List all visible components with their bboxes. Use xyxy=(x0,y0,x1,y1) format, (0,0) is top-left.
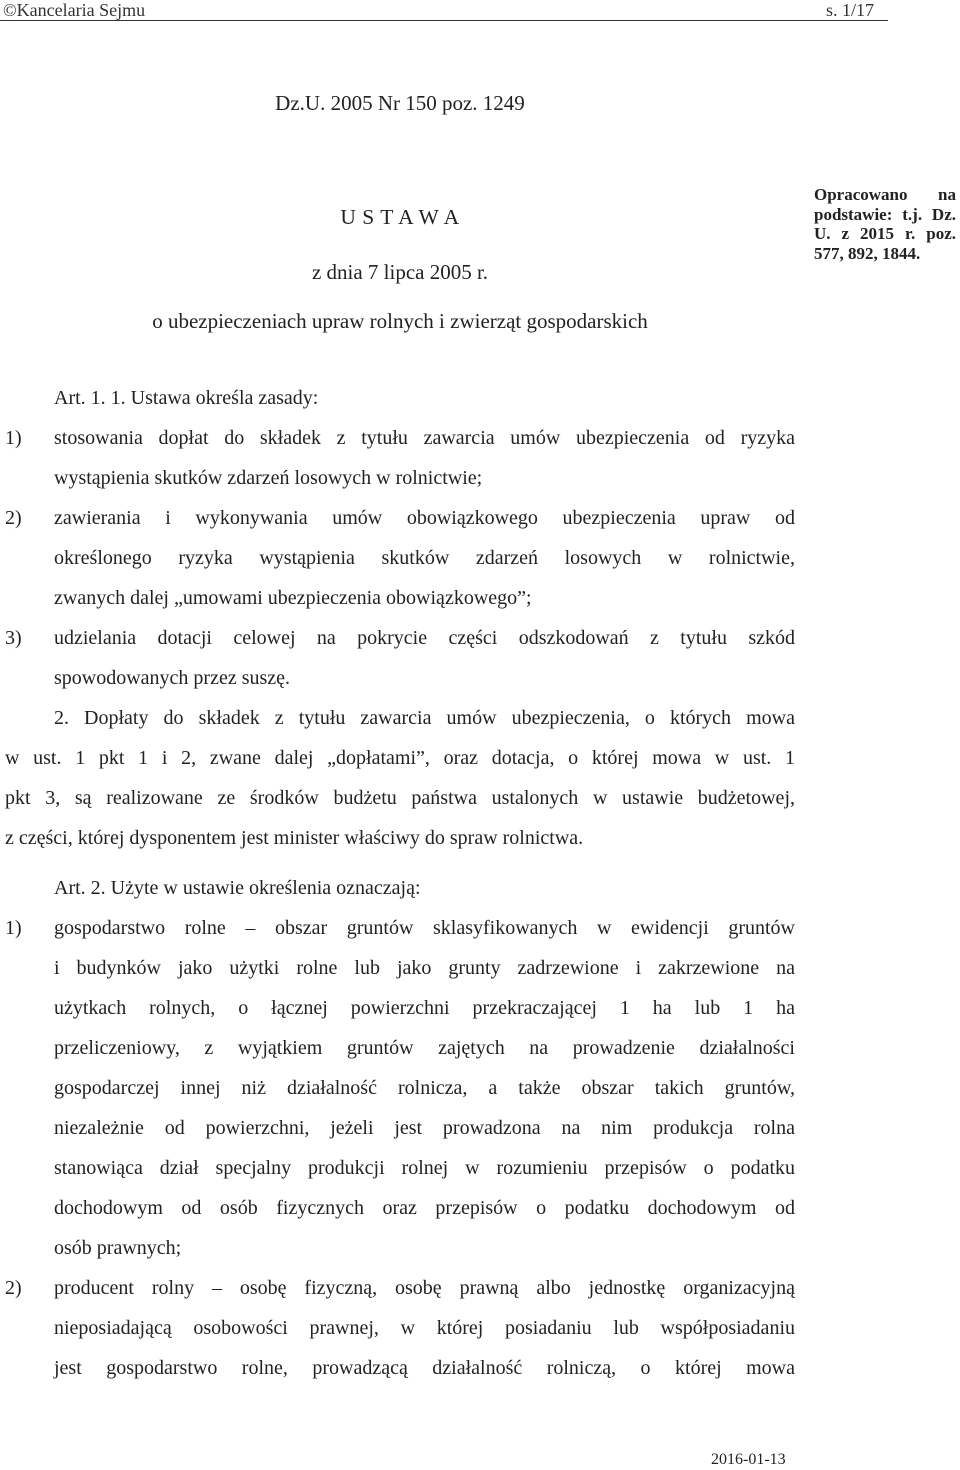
article-1-heading: Art. 1. 1. Ustawa określa zasady: xyxy=(54,387,319,409)
list-item-line: określonego ryzyka wystąpienia skutków zdarzeń losowych w rolnictwie, xyxy=(54,547,795,569)
list-item-line: i budynków jako użytki rolne lub jako grunty zadrzewione i zakrzewione na xyxy=(54,957,795,979)
list-item-line: nieposiadającą osobowości prawnej, w której posiadaniu lub współposiadaniu xyxy=(54,1317,795,1339)
header-divider xyxy=(0,20,888,21)
list-item-line: jest gospodarstwo rolne, prowadzącą działalność rolniczą, o której mowa xyxy=(54,1357,795,1379)
article-2-heading: Art. 2. Użyte w ustawie określenia oznaczają: xyxy=(54,877,421,899)
paragraph-line: w ust. 1 pkt 1 i 2, zwane dalej „dopłatami”, oraz dotacja, o której mowa w ust. 1 xyxy=(5,747,795,769)
list-item-line: osób prawnych; xyxy=(54,1237,182,1259)
paragraph-line: z części, której dysponentem jest minister właściwy do spraw rolnictwa. xyxy=(5,827,584,849)
list-item-line: spowodowanych przez suszę. xyxy=(54,667,291,689)
document-footer-date: 2016-01-13 xyxy=(711,1451,786,1468)
list-item-line: zawierania i wykonywania umów obowiązkowego ubezpieczenia upraw od xyxy=(54,507,795,529)
publisher-label: ©Kancelaria Sejmu xyxy=(3,0,146,20)
list-item-line: producent rolny – osobę fizyczną, osobę prawną albo jednostkę organizacyjną xyxy=(54,1277,795,1299)
list-item-line: przeliczeniowy, z wyjątkiem gruntów zajętych na prowadzenie działalności xyxy=(54,1037,795,1059)
list-item-line: gospodarczej innej niż działalność rolnicza, a także obszar takich gruntów, xyxy=(54,1077,795,1099)
paragraph-line: 2. Dopłaty do składek z tytułu zawarcia umów ubezpieczenia, o których mowa xyxy=(54,707,795,729)
list-item-line: stosowania dopłat do składek z tytułu zawarcia umów ubezpieczenia od ryzyka xyxy=(54,427,795,449)
list-item-line: udzielania dotacji celowej na pokrycie części odszkodowań z tytułu szkód xyxy=(54,627,795,649)
list-item-line: stanowiąca dział specjalny produkcji rolnej w rozumieniu przepisów o podatku xyxy=(54,1157,795,1179)
item-number: 2) xyxy=(5,1277,22,1299)
page-header xyxy=(0,0,960,22)
page-number: s. 1/17 xyxy=(826,0,875,20)
journal-reference: Dz.U. 2005 Nr 150 poz. 1249 xyxy=(275,91,525,115)
item-number: 2) xyxy=(5,507,22,529)
document-date: z dnia 7 lipca 2005 r. xyxy=(311,260,489,284)
item-number: 3) xyxy=(5,627,22,649)
source-note: Opracowano na podstawie: t.j. Dz. U. z 2015 r. poz. 577, 892, 1844. xyxy=(814,185,956,263)
list-item-line: użytkach rolnych, o łącznej powierzchni przekraczającej 1 ha lub 1 ha xyxy=(54,997,795,1019)
paragraph-line: pkt 3, są realizowane ze środków budżetu państwa ustalonych w ustawie budżetowej, xyxy=(5,787,795,809)
document-subject: o ubezpieczeniach upraw rolnych i zwierząt gospodarskich xyxy=(152,309,648,333)
list-item-line: niezależnie od powierzchni, jeżeli jest prowadzona na nim produkcja rolna xyxy=(54,1117,795,1139)
list-item-line: zwanych dalej „umowami ubezpieczenia obowiązkowego”; xyxy=(54,587,532,609)
document-type: U S T A W A xyxy=(340,205,460,229)
item-number: 1) xyxy=(5,917,22,939)
list-item-line: dochodowym od osób fizycznych oraz przepisów o podatku dochodowym od xyxy=(54,1197,795,1219)
list-item-line: gospodarstwo rolne – obszar gruntów sklasyfikowanych w ewidencji gruntów xyxy=(54,917,795,939)
list-item-line: wystąpienia skutków zdarzeń losowych w rolnictwie; xyxy=(54,467,483,489)
item-number: 1) xyxy=(5,427,22,449)
